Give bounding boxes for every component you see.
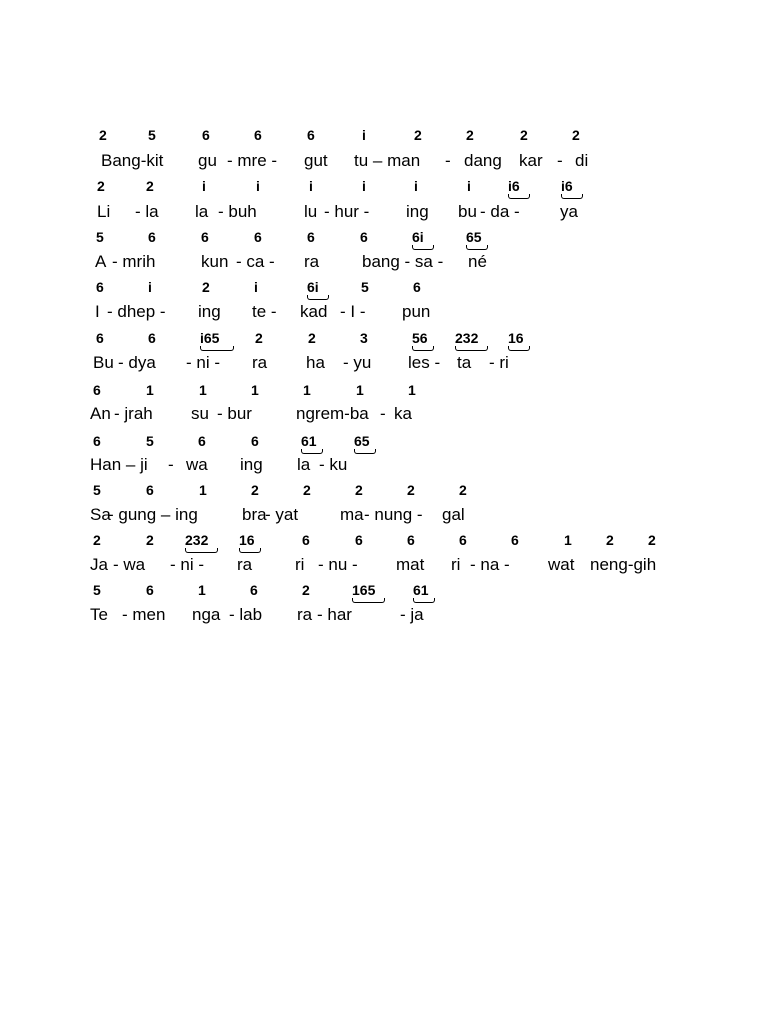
slur-mark — [508, 346, 530, 351]
lyric-syllable: - mrih — [112, 252, 156, 271]
note: 232 — [455, 330, 479, 346]
lyric-syllable: ha — [306, 353, 325, 372]
note: 2 — [520, 127, 528, 143]
note: 5 — [146, 433, 154, 449]
lyric-syllable: kun — [201, 252, 229, 271]
lyric-syllable: Sa — [90, 505, 111, 524]
note: 6i — [307, 279, 319, 295]
lyric-syllable: wat — [548, 555, 575, 574]
note: 1 — [564, 532, 572, 548]
note: 2 — [99, 127, 107, 143]
lyric-syllable: ra — [297, 605, 313, 624]
lyric-syllable: Bang-kit — [101, 151, 164, 170]
lyric-syllable: bu — [458, 202, 477, 221]
lyric-syllable: ri — [451, 555, 461, 574]
note: 1 — [303, 382, 311, 398]
lyric-syllable: mat — [396, 555, 425, 574]
note: 2 — [146, 178, 154, 194]
note: 6 — [148, 229, 156, 245]
lyric-syllable: dang — [464, 151, 502, 170]
lyric-syllable: A — [95, 252, 107, 271]
slur-mark — [508, 194, 530, 199]
lyric-syllable: gu — [198, 151, 217, 170]
note: 6 — [254, 229, 262, 245]
lyric-syllable: - da - — [480, 202, 520, 221]
note: i65 — [200, 330, 220, 346]
lyric-syllable: - nu - — [318, 555, 358, 574]
note: i — [362, 127, 366, 143]
lyric-syllable: ma — [340, 505, 364, 524]
note: 6 — [93, 433, 101, 449]
slur-mark — [455, 346, 488, 351]
lyric-syllable: - I - — [340, 302, 366, 321]
lyric-syllable: Bu — [93, 353, 114, 372]
note: 1 — [356, 382, 364, 398]
note: 2 — [97, 178, 105, 194]
slur-mark — [352, 598, 385, 603]
lyric-syllable: su — [191, 404, 209, 423]
slur-mark — [412, 245, 434, 250]
note: 1 — [251, 382, 259, 398]
note: 2 — [255, 330, 263, 346]
lyric-syllable: kar — [519, 151, 543, 170]
lyric-syllable: wa — [186, 455, 208, 474]
lyric-syllable: - ca - — [236, 252, 275, 271]
lyric-syllable: - mre - — [227, 151, 278, 170]
lyric-syllable: Te — [90, 605, 108, 624]
note: 2 — [466, 127, 474, 143]
note: 6 — [307, 127, 315, 143]
note: 6i — [412, 229, 424, 245]
lyric-syllable: - — [557, 151, 563, 170]
note: 65 — [466, 229, 482, 245]
note: 6 — [302, 532, 310, 548]
lyric-syllable: - dya — [118, 353, 156, 372]
note: 1 — [146, 382, 154, 398]
note: 1 — [408, 382, 416, 398]
lyric-syllable: ing — [240, 455, 263, 474]
lyric-syllable: kad — [300, 302, 328, 321]
lyric-syllable: nga — [192, 605, 221, 624]
lyric-syllable: pun — [402, 302, 431, 321]
note: 2 — [355, 482, 363, 498]
lyric-syllable: ya — [560, 202, 578, 221]
note: 5 — [96, 229, 104, 245]
lyric-syllable: - yat — [265, 505, 299, 524]
lyric-syllable: Han – ji — [90, 455, 148, 474]
lyric-syllable: - nung - — [364, 505, 423, 524]
lyric-syllable: An — [90, 404, 111, 423]
note: 2 — [146, 532, 154, 548]
note: 5 — [93, 582, 101, 598]
slur-mark — [301, 449, 323, 454]
lyric-syllable: ra — [237, 555, 253, 574]
lyric-syllable: - gung – ing — [108, 505, 198, 524]
note: 65 — [354, 433, 370, 449]
lyric-syllable: - men — [122, 605, 166, 624]
note: 3 — [360, 330, 368, 346]
slur-mark — [239, 548, 261, 553]
note: 1 — [199, 482, 207, 498]
lyric-syllable: - la — [135, 202, 159, 221]
note: 61 — [301, 433, 317, 449]
note: i — [202, 178, 206, 194]
lyric-syllable: - ni - — [170, 555, 204, 574]
note: 6 — [96, 279, 104, 295]
note: 61 — [413, 582, 429, 598]
note: i — [467, 178, 471, 194]
lyric-syllable: - ni - — [186, 353, 220, 372]
note: 16 — [239, 532, 255, 548]
note: 1 — [198, 582, 206, 598]
note: 16 — [508, 330, 524, 346]
slur-mark — [185, 548, 218, 553]
note: 2 — [251, 482, 259, 498]
note: 2 — [606, 532, 614, 548]
note: i — [309, 178, 313, 194]
slur-mark — [307, 295, 329, 300]
lyric-syllable: ing — [198, 302, 221, 321]
note: i — [362, 178, 366, 194]
lyric-syllable: Ja — [90, 555, 108, 574]
note: 2 — [414, 127, 422, 143]
lyric-syllable: - jrah — [114, 404, 153, 423]
note: 6 — [201, 229, 209, 245]
lyric-syllable: ra — [304, 252, 320, 271]
note: 6 — [202, 127, 210, 143]
note: 1 — [199, 382, 207, 398]
note: 2 — [93, 532, 101, 548]
lyric-syllable: gut — [304, 151, 328, 170]
note: 6 — [355, 532, 363, 548]
lyric-syllable: - bur — [217, 404, 252, 423]
note: 6 — [93, 382, 101, 398]
lyric-syllable: - — [445, 151, 451, 170]
note: 2 — [648, 532, 656, 548]
note: i — [148, 279, 152, 295]
slur-mark — [200, 346, 234, 351]
slur-mark — [354, 449, 376, 454]
lyric-syllable: - wa — [113, 555, 146, 574]
lyric-syllable: ka — [394, 404, 412, 423]
note: 6 — [307, 229, 315, 245]
note: 6 — [96, 330, 104, 346]
note: 165 — [352, 582, 376, 598]
lyric-syllable: I — [95, 302, 100, 321]
lyric-syllable: ing — [406, 202, 429, 221]
lyric-syllable: ra — [252, 353, 268, 372]
note: 6 — [198, 433, 206, 449]
lyric-syllable: la — [297, 455, 311, 474]
lyric-syllable: - lab — [229, 605, 263, 624]
note: 2 — [303, 482, 311, 498]
note: i — [256, 178, 260, 194]
slur-mark — [412, 346, 434, 351]
note: i — [254, 279, 258, 295]
lyric-syllable: Li — [97, 202, 111, 221]
lyric-syllable: la — [195, 202, 209, 221]
note: 5 — [148, 127, 156, 143]
note: 2 — [202, 279, 210, 295]
slur-mark — [561, 194, 583, 199]
note: 6 — [511, 532, 519, 548]
slur-mark — [466, 245, 488, 250]
lyric-syllable: les - — [408, 353, 441, 372]
note: 6 — [360, 229, 368, 245]
lyric-syllable: - na - — [470, 555, 510, 574]
lyric-syllable: né — [468, 252, 487, 271]
note: 6 — [254, 127, 262, 143]
lyric-syllable: lu — [304, 202, 318, 221]
lyric-syllable: - ri — [489, 353, 509, 372]
note: 2 — [572, 127, 580, 143]
lyric-syllable: ri — [295, 555, 305, 574]
note: i6 — [508, 178, 520, 194]
note: 5 — [361, 279, 369, 295]
note: 6 — [407, 532, 415, 548]
note: 6 — [146, 582, 154, 598]
lyric-syllable: - — [168, 455, 174, 474]
lyric-syllable: neng-gih — [590, 555, 657, 574]
slur-mark — [413, 598, 435, 603]
note: 6 — [459, 532, 467, 548]
lyric-syllable: ta — [457, 353, 472, 372]
lyric-syllable: - buh — [218, 202, 257, 221]
lyric-syllable: - yu — [343, 353, 372, 372]
note: 6 — [146, 482, 154, 498]
note: 6 — [148, 330, 156, 346]
note: i6 — [561, 178, 573, 194]
note: 232 — [185, 532, 209, 548]
lyric-syllable: - ku — [319, 455, 348, 474]
lyric-syllable: - har — [317, 605, 352, 624]
note: 6 — [250, 582, 258, 598]
lyric-syllable: ngrem-ba — [296, 404, 369, 423]
lyric-syllable: te - — [252, 302, 277, 321]
note: 2 — [407, 482, 415, 498]
lyric-syllable: - — [380, 404, 386, 423]
note: 2 — [302, 582, 310, 598]
lyric-syllable: bra — [242, 505, 267, 524]
note: 6 — [251, 433, 259, 449]
note: 6 — [413, 279, 421, 295]
lyric-syllable: - dhep - — [107, 302, 166, 321]
note: 2 — [308, 330, 316, 346]
lyric-syllable: tu – man — [354, 151, 421, 170]
note: 56 — [412, 330, 428, 346]
lyric-syllable: - hur - — [324, 202, 370, 221]
lyric-syllable: - ja — [400, 605, 424, 624]
lyric-syllable: gal — [442, 505, 465, 524]
note: i — [414, 178, 418, 194]
note: 5 — [93, 482, 101, 498]
note: 2 — [459, 482, 467, 498]
lyric-syllable: di — [575, 151, 589, 170]
lyric-syllable: bang - sa - — [362, 252, 444, 271]
